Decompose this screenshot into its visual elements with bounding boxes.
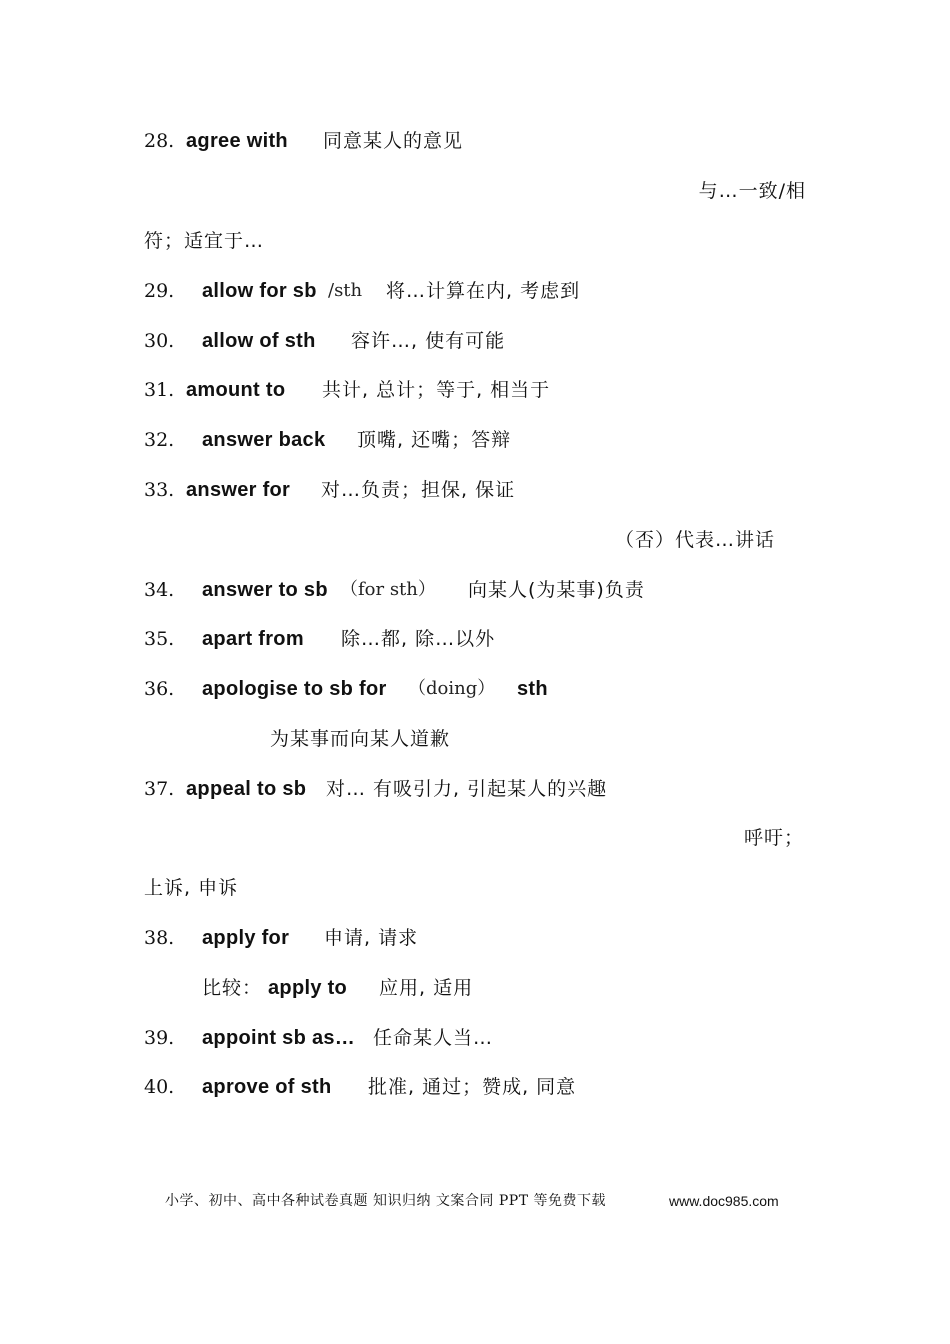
entry-meaning-continued: （否）代表…讲话 bbox=[614, 529, 775, 551]
entry-meaning: 将…计算在内, 考虑到 bbox=[386, 280, 581, 302]
entry-number: 32. bbox=[144, 429, 175, 451]
entry-35 bbox=[0, 624, 950, 654]
entry-33-continuation bbox=[0, 525, 950, 555]
entry-28 bbox=[0, 126, 950, 156]
entry-number: 28. bbox=[144, 130, 175, 152]
entry-phrase-extra: /sth bbox=[328, 280, 363, 301]
entry-meaning-continued: 上诉, 申诉 bbox=[144, 877, 239, 899]
entry-28-continuation-2 bbox=[0, 226, 950, 256]
footer-text: 小学、初中、高中各种试卷真题 知识归纳 文案合同 PPT 等免费下载 bbox=[165, 1193, 606, 1209]
entry-phrase: answer to sb bbox=[202, 579, 328, 601]
entry-number: 29. bbox=[144, 280, 175, 302]
entry-number: 39. bbox=[144, 1027, 175, 1049]
entry-37 bbox=[0, 774, 950, 804]
entry-31 bbox=[0, 375, 950, 405]
entry-meaning-continued: 呼吁； bbox=[743, 827, 804, 849]
entry-number: 30. bbox=[144, 330, 175, 352]
entry-meaning: 为某事而向某人道歉 bbox=[270, 728, 451, 750]
entry-29 bbox=[0, 276, 950, 306]
entry-meaning-continued: 与…一致/相 bbox=[698, 180, 806, 202]
entry-phrase-extra: （for sth） bbox=[340, 579, 436, 600]
entry-number: 34. bbox=[144, 579, 175, 601]
entry-meaning: 容许…, 使有可能 bbox=[351, 330, 506, 352]
entry-34 bbox=[0, 575, 950, 605]
entry-phrase: answer for bbox=[186, 479, 291, 501]
entry-number: 31. bbox=[144, 379, 175, 401]
entry-28-continuation bbox=[0, 176, 950, 206]
entry-37-continuation bbox=[0, 823, 950, 853]
entry-meaning: 任命某人当… bbox=[373, 1027, 494, 1049]
entry-38 bbox=[0, 923, 950, 953]
footer-url[interactable]: www.doc985.com bbox=[669, 1193, 779, 1209]
entry-32 bbox=[0, 425, 950, 455]
entry-phrase: allow of sth bbox=[202, 330, 316, 352]
entry-meaning: 顶嘴, 还嘴；答辩 bbox=[357, 429, 512, 451]
entry-meaning: 向某人(为某事)负责 bbox=[468, 579, 645, 601]
entry-30 bbox=[0, 326, 950, 356]
compare-meaning: 应用, 适用 bbox=[379, 977, 474, 999]
entry-phrase: appeal to sb bbox=[186, 778, 307, 800]
entry-phrase: amount to bbox=[186, 379, 286, 401]
entry-33 bbox=[0, 475, 950, 505]
compare-label: 比较： bbox=[202, 977, 263, 999]
entry-phrase: answer back bbox=[202, 429, 326, 451]
entry-number: 33. bbox=[144, 479, 175, 501]
entry-number: 37. bbox=[144, 778, 175, 800]
entry-phrase: apart from bbox=[202, 628, 304, 650]
entry-37-continuation-2 bbox=[0, 873, 950, 903]
page-footer bbox=[0, 1188, 950, 1214]
entry-phrase: apply for bbox=[202, 927, 290, 949]
entry-39 bbox=[0, 1023, 950, 1053]
entry-40 bbox=[0, 1072, 950, 1102]
entry-phrase: apologise to sb for bbox=[202, 678, 387, 700]
entry-phrase: allow for sb bbox=[202, 280, 317, 302]
entry-meaning: 对… 有吸引力, 引起某人的兴趣 bbox=[326, 778, 608, 800]
entry-number: 38. bbox=[144, 927, 175, 949]
entry-phrase-object: sth bbox=[517, 678, 548, 700]
entry-number: 36. bbox=[144, 678, 175, 700]
entry-36 bbox=[0, 674, 950, 704]
entry-phrase: agree with bbox=[186, 130, 288, 152]
entry-phrase: aprove of sth bbox=[202, 1076, 332, 1098]
entry-number: 35. bbox=[144, 628, 175, 650]
compare-phrase: apply to bbox=[268, 977, 348, 999]
entry-phrase-extra: （doing） bbox=[408, 678, 496, 699]
entry-38-compare bbox=[0, 973, 950, 1003]
entry-meaning: 同意某人的意见 bbox=[323, 130, 464, 152]
entry-meaning: 对…负责；担保, 保证 bbox=[321, 479, 516, 501]
entry-meaning: 批准, 通过；赞成, 同意 bbox=[368, 1076, 577, 1098]
entry-meaning: 申请, 请求 bbox=[324, 927, 419, 949]
entry-meaning: 除…都, 除…以外 bbox=[341, 628, 496, 650]
entry-phrase: appoint sb as… bbox=[202, 1027, 356, 1049]
entry-meaning-continued: 符；适宜于… bbox=[144, 230, 265, 252]
entry-36-continuation bbox=[0, 724, 950, 754]
entry-meaning: 共计, 总计；等于, 相当于 bbox=[322, 379, 551, 401]
entry-number: 40. bbox=[144, 1076, 175, 1098]
